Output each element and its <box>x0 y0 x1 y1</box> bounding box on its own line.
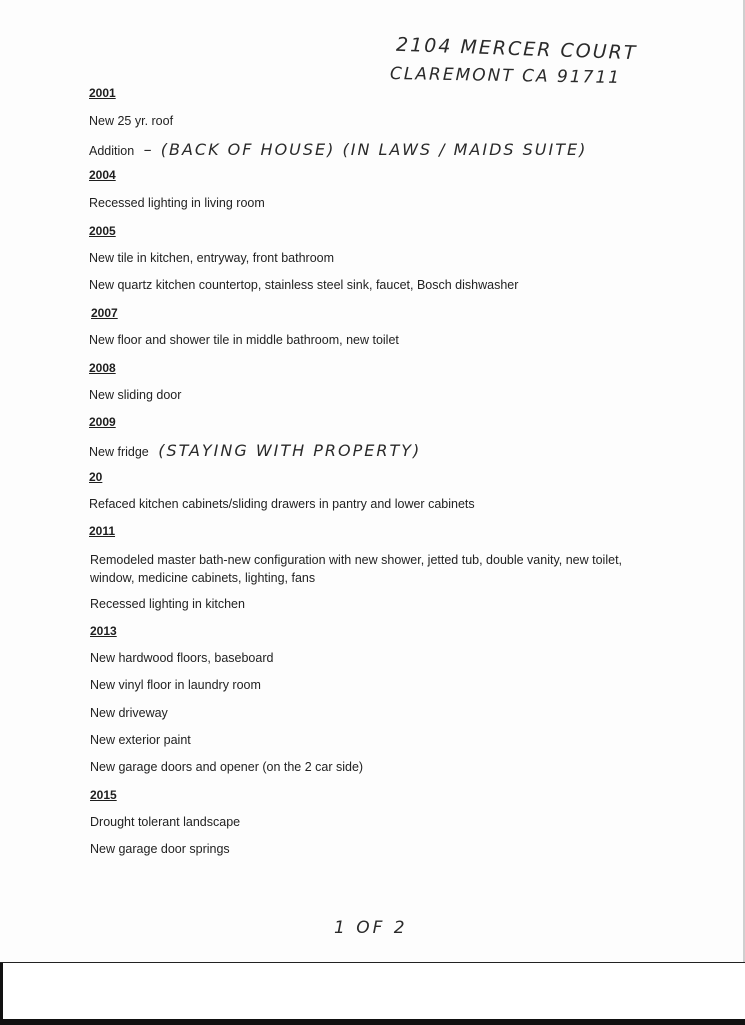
list-item: New 25 yr. roof <box>89 114 174 128</box>
year-heading-2013: 2013 <box>90 624 117 638</box>
list-item-addition <box>89 140 587 159</box>
year-heading-2001: 2001 <box>89 86 116 100</box>
list-item: Remodeled master bath-new configuration with new shower, jetted tub, double vanity, new toilet, window, medicine cabinets, lighting, fans <box>90 553 623 585</box>
year-heading-2008: 2008 <box>89 361 116 375</box>
handwritten-address-city: CLAREMONT CA 91711 <box>389 63 622 89</box>
list-item: New exterior paint <box>90 733 191 747</box>
year-heading-2009: 2009 <box>89 415 116 429</box>
list-item: Recessed lighting in living room <box>89 196 265 210</box>
year-heading-2005: 2005 <box>89 224 116 238</box>
list-item: New driveway <box>90 706 168 720</box>
list-item: New garage door springs <box>90 842 230 856</box>
list-item: New hardwood floors, baseboard <box>90 651 274 665</box>
list-item: New sliding door <box>89 388 182 402</box>
year-heading-20: 20 <box>89 470 103 484</box>
addition-label: Addition <box>89 144 135 158</box>
scanner-edge-bottom <box>0 1019 745 1025</box>
fridge-label: New fridge <box>89 445 149 459</box>
handwritten-fridge-note: (STAYING WITH PROPERTY) <box>158 441 422 460</box>
year-heading-2011: 2011 <box>89 524 116 538</box>
list-item: New floor and shower tile in middle bathroom, new toilet <box>89 333 399 347</box>
list-item: New garage doors and opener (on the 2 car side) <box>90 760 364 774</box>
year-heading-2007: 2007 <box>91 306 118 320</box>
handwritten-page-number: 1 OF 2 <box>334 918 408 938</box>
scanner-edge-left <box>0 963 3 1025</box>
list-item: Refaced kitchen cabinets/sliding drawers in pantry and lower cabinets <box>89 497 475 511</box>
list-item: New vinyl floor in laundry room <box>90 678 261 692</box>
list-item: New tile in kitchen, entryway, front bathroom <box>89 251 335 265</box>
year-heading-2004: 2004 <box>89 168 116 182</box>
year-heading-2015: 2015 <box>90 788 117 802</box>
list-item-fridge <box>89 441 421 460</box>
handwritten-addition-note: – (BACK OF HOUSE) (IN LAWS / MAIDS SUITE) <box>143 140 588 159</box>
handwritten-address-street: 2104 MERCER COURT <box>395 33 638 65</box>
list-item: Drought tolerant landscape <box>90 815 241 829</box>
scanner-border <box>0 962 745 1025</box>
list-item: Recessed lighting in kitchen <box>90 597 245 611</box>
list-item: New quartz kitchen countertop, stainless steel sink, faucet, Bosch dishwasher <box>89 278 519 292</box>
